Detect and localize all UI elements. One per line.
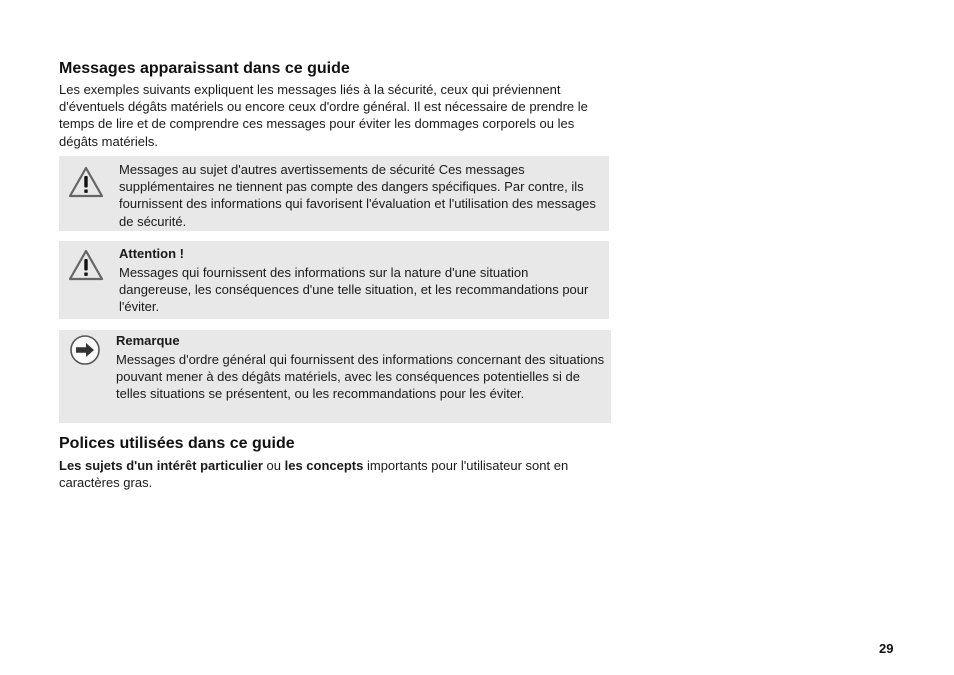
warning-triangle-icon — [67, 247, 105, 283]
safety-message-box — [59, 156, 609, 231]
attention-message-content — [119, 245, 603, 316]
remarque-message-text: Messages d'ordre général qui fournissent des informations concernant des situations pouvant mener à des dégâts matériels, avec les conséquences potentielles si de telles situations se présentent, ou les recommandations pour les éviter. — [116, 352, 605, 402]
connector-text: ou — [262, 458, 285, 473]
safety-message-text: Messages au sujet d'autres avertissements de sécurité Ces messages supplémentaires ne tiennent pas compte des dangers spécifiques. Par contre, ils fournissent des informations qui favorisent l'évaluation et l'utilisation des messages de sécurité. — [119, 162, 596, 229]
attention-label: Attention ! — [119, 246, 184, 261]
attention-message-text: Messages qui fournissent des informations sur la nature d'une situation dangereuse, les conséquences d'une telle situation, et les recommandations pour l'éviter. — [119, 265, 589, 315]
warning-triangle-icon — [67, 164, 105, 200]
remarque-message-content — [116, 332, 606, 403]
body-rest-text: importants pour l'utilisateur sont en caractères gras. — [59, 458, 569, 491]
section-title-messages: Messages apparaissant dans ce guide — [59, 60, 350, 77]
remarque-message-box — [59, 330, 611, 423]
arrow-right-circle-icon — [69, 334, 101, 366]
section-body-polices — [59, 457, 611, 491]
remarque-label: Remarque — [116, 333, 180, 348]
page-number: 29 — [879, 641, 894, 656]
bold-phrase-sujets: Les sujets d'un intérêt particulier — [59, 458, 263, 473]
section-body-messages: Les exemples suivants expliquent les messages liés à la sécurité, ceux qui préviennent d'éventuels dégâts matériels ou encore ceux d'ordre général. Il est nécessaire de prendre le temps de lire et de comprendre ces messages pour éviter les dommages corporels ou les dégâts matériels. — [59, 82, 588, 149]
bold-phrase-concepts: les concepts — [284, 458, 364, 473]
section-title-polices: Polices utilisées dans ce guide — [59, 435, 295, 452]
attention-message-box — [59, 241, 609, 319]
